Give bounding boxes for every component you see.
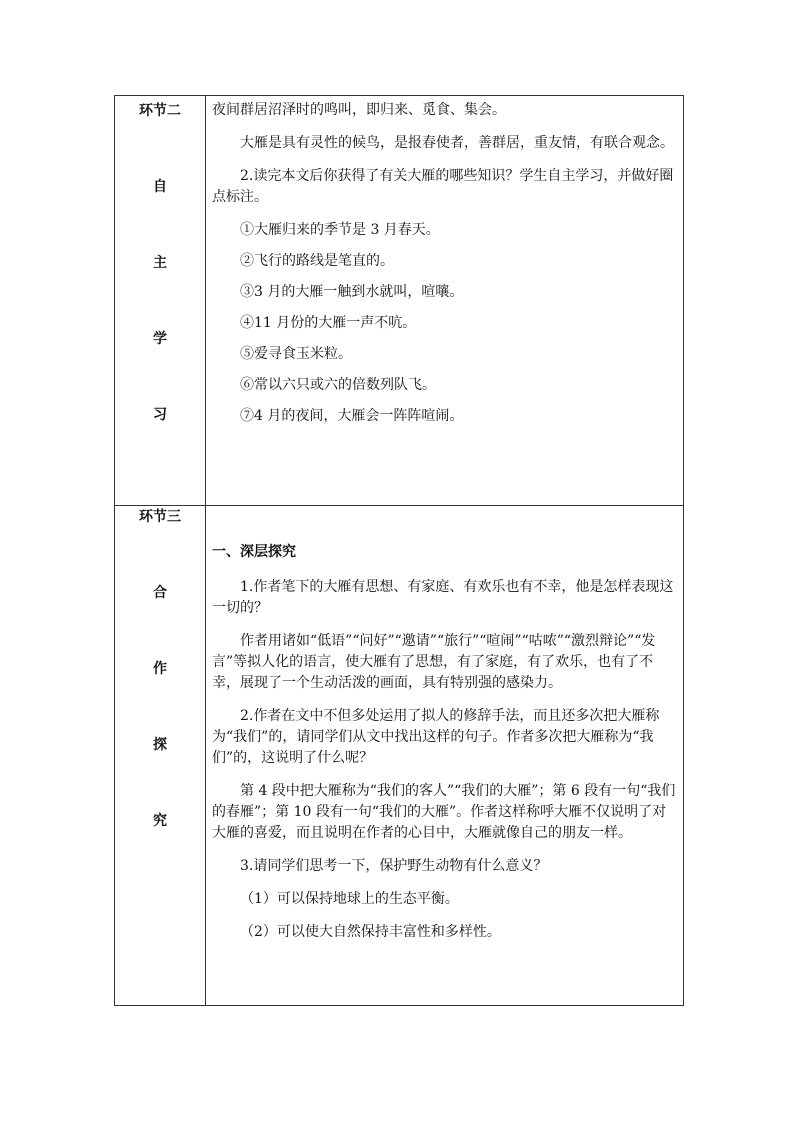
question-2: 2.读完本文后你获得了有关大雁的哪些知识？学生自主学习，并做好圈点标注。 bbox=[212, 168, 674, 205]
answer-1: 作者用诸如“低语”“问好”“邀请”“旅行”“喧闹”“咕哝”“激烈辩论”“发言”等拟人化的语言，使大雁有了思想，有了家庭，有了欢乐，也有了不幸，展现了一个生动活泼的画面，具有特别强的感染力。 bbox=[212, 633, 656, 691]
section-2-label-title: 环节二 bbox=[139, 103, 181, 119]
section-3-label-cell bbox=[115, 506, 206, 1006]
answer-2: 第 4 段中把大雁称为“我们的客人”“我们的大雁”；第 6 段有一句“我们的春雁”；第 10 段有一句“我们的大雁”。作者这样称呼大雁不仅说明了对大雁的喜爱，而且说明在作者的心目中，大雁就像自己的朋友一样。 bbox=[212, 783, 676, 841]
question-2: 2.作者在文中不但多处运用了拟人的修辞手法，而且还多次把大雁称为“我们”的，请同学们从文中找出这样的句子。作者多次把大雁称为“我们”的，这说明了什么呢？ bbox=[212, 708, 660, 766]
paragraph: 夜间群居沼泽时的鸣叫，即归来、觅食、集会。 bbox=[212, 102, 506, 118]
section-2-content bbox=[206, 96, 684, 506]
section-3-label-char: 合 bbox=[153, 585, 167, 601]
section-3-label-char: 作 bbox=[153, 661, 167, 677]
section-row-3 bbox=[115, 506, 684, 1006]
section-2-label-char: 习 bbox=[153, 407, 167, 423]
section-2-label bbox=[115, 96, 205, 424]
section-3-content bbox=[206, 506, 684, 1006]
list-item: ⑤爱寻食玉米粒。 bbox=[240, 346, 352, 362]
section-3-label bbox=[115, 506, 205, 830]
question-3: 3.请同学们思考一下，保护野生动物有什么意义？ bbox=[240, 858, 548, 874]
list-item: ⑥常以六只或六的倍数列队飞。 bbox=[240, 377, 436, 393]
section-heading: 一、深层探究 bbox=[212, 544, 296, 560]
section-row-2 bbox=[115, 96, 684, 506]
section-2-label-char: 自 bbox=[153, 179, 167, 195]
section-3-label-title: 环节三 bbox=[139, 509, 181, 525]
section-2-label-char: 学 bbox=[153, 331, 167, 347]
list-item: ①大雁归来的季节是 3 月春天。 bbox=[240, 222, 440, 238]
section-2-label-char: 主 bbox=[153, 255, 167, 271]
list-item: ⑦4 月的夜间，大雁会一阵阵喧闹。 bbox=[240, 408, 464, 424]
list-item: ③3 月的大雁一触到水就叫，喧嚷。 bbox=[240, 284, 464, 300]
section-2-label-cell bbox=[115, 96, 206, 506]
list-item: ②飞行的路线是笔直的。 bbox=[240, 253, 394, 269]
section-3-label-char: 探 bbox=[153, 737, 167, 753]
answer-item: （1）可以保持地球上的生态平衡。 bbox=[240, 891, 459, 907]
lesson-plan-table bbox=[114, 95, 684, 1006]
answer-item: （2）可以使大自然保持丰富性和多样性。 bbox=[240, 924, 501, 940]
section-3-label-char: 究 bbox=[153, 813, 167, 829]
paragraph: 大雁是具有灵性的候鸟，是报春使者，善群居，重友情，有联合观念。 bbox=[240, 135, 674, 151]
question-1: 1.作者笔下的大雁有思想、有家庭、有欢乐也有不幸，他是怎样表现这一切的？ bbox=[212, 579, 674, 616]
list-item: ④11 月份的大雁一声不吭。 bbox=[240, 315, 417, 331]
